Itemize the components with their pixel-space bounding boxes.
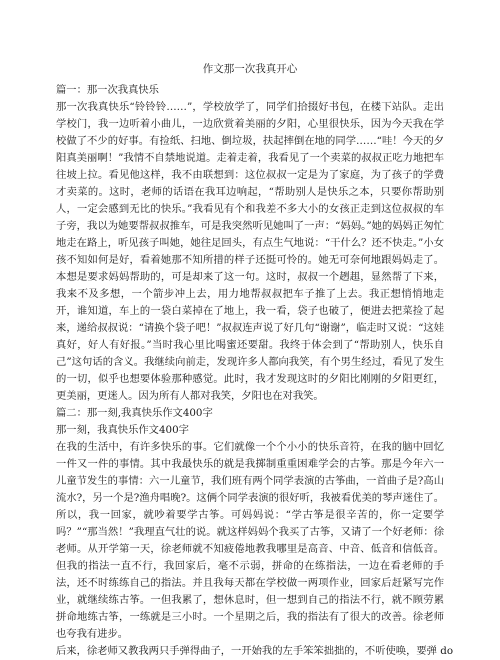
document-body — [56, 82, 454, 660]
paragraph-2: 在我的生活中，有许多快乐的事。它们就像一个个小小的快乐音符，在我的脑中回忆一件又一件的事情。其中我最快乐的就是我掷制重重困难学会的古筝。那是今年六一儿童节发生的事情：六一儿童节，我们班有两个同学表演的古筝曲，一首曲子是?高山流水?，另一个是?渔舟唱晚?。这俩个同学表演的很好听，我被看优美的琴声迷住了。所以，我一回家，就吵着要学古筝。可妈妈说：“学古筝是很辛苦的，你一定要学吗？”“那当然！”我理直气壮的说。就这样妈妈个我买了古筝，又请了一个好老师：徐老师。从开学第一天，徐老师就不知疲倦地教我哪里是高音、中音、低音和信低音。但我的指法一直不行，我回家后，毫不示弱，拼命的在练指法，一边在看老师的手法，还不时练练自己的指法。并且我每天都在学校做一两项作业，回家后赶紧写完作业，就继续练古筝。一但我累了，想休息时，但一想到自己的指法不行，就不顾劳累拼命地练古筝，一练就是三小时。一个星期之后，我的指法有了很大的改善。徐老师也夸我有进步。 — [56, 441, 444, 640]
section-heading-1: 篇一：那一次我真快乐 — [56, 84, 159, 96]
paragraph-1: 那一次我真快乐“铃铃铃……”，学校放学了，同学们拾掇好书包，在楼下站队。走出学校门，我一边听着小曲儿，一边欣赏着美丽的夕阳，心里很快乐，因为今天我在学校做了不少的好事。有捡纸、扫地、倒垃圾，扶起摔倒在地的同学……“哇！今天的夕阳真美丽啊！”我情不自禁地说道。走着走着，我看见了一个卖菜的叔叔正吃力地把车往坡上拉。看见他这样，我不由联想到：这位叔叔一定是为了家庭，为了孩子的学费才卖菜的。这时，老师的话语在我耳边响起，“帮助别人是快乐之本，只要你帮助别人，一定会感到无比的快乐。”我看见有个和我差不多大小的女孩正走到这位叔叔的车子旁，我以为她要帮叔叔推车，可是我突然听见她叫了一声：“妈妈。”她的妈妈正匆忙地走在路上，听见孩子叫她，她往足回头，有点生气地说：“干什么？还不快走。”小女孩不知如何是好，看着她那不知所措的样子还挺可怜的。她无可奈何地跟妈妈走了。本想是要求妈妈帮助的，可是却来了这一句。这时，叔叔一个趔趄，显然帮了下来，我来不及多想，一个箭步冲上去，用力地帮叔叔把车子推了上去。我正想悄悄地走开，谁知道，车上的一袋白菜掉在了地上，我一看，袋子也破了，便进去把菜捡了起来，递给叔叔说：“请换个袋子吧！”叔叔连声说了好几句“谢谢”，临走时又说：“这娃真好，好人有好报。”当时我心里比喝蜜还要甜。我终于体会到了“帮助别人，快乐自己”这句话的含义。我继续向前走，发现许多人都向我笑，有个男生经过，看见了发生的一切，似乎也想要体验那种感觉。此时，我才发现这时的夕阳比刚刚的夕阳更红，更美丽，更迷人。因为所有人都对我笑，夕阳也在对我笑。 — [56, 101, 444, 402]
section-subheading-2: 那一刻，我真快乐作文400字 — [56, 424, 189, 436]
document-title: 作文那一次我真开心 — [202, 63, 298, 75]
section-heading-2: 篇二：那一刻,我真快乐作文400字 — [56, 407, 213, 419]
paragraph-3-partial: 后来，徐老师又教我两只手弹得曲子，一开始我的左手笨笨拙拙的，不听使唤，要弹 do — [56, 645, 454, 657]
